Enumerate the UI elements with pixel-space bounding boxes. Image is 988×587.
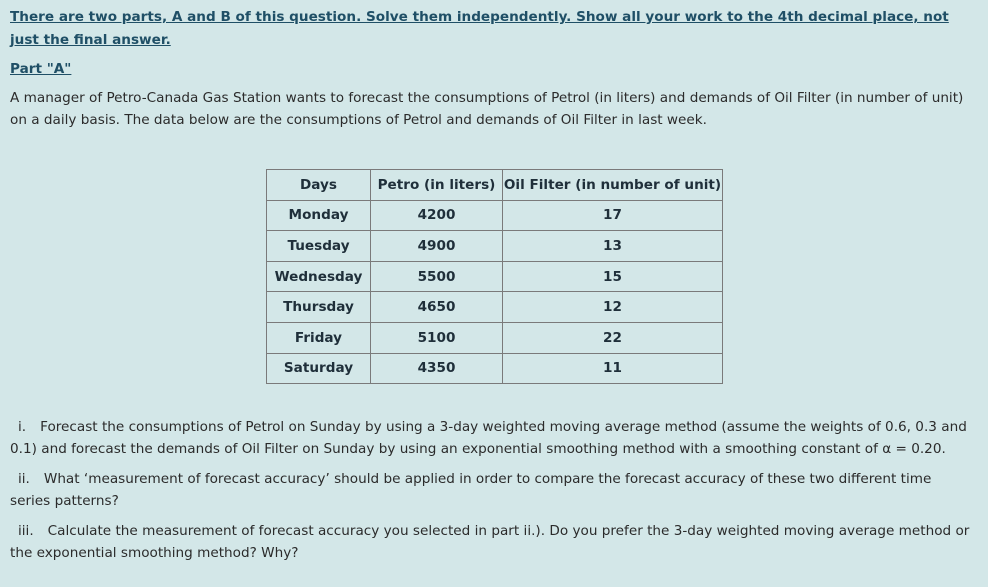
cell-day: Thursday (267, 292, 371, 323)
instructions-text: There are two parts, A and B of this question. Solve them independently. Show all your work to the 4th decimal place, not just the final answer. (10, 9, 949, 48)
cell-petro: 4350 (371, 353, 503, 384)
question-i (10, 416, 970, 460)
question-text: Calculate the measurement of forecast accuracy you selected in part ii.). Do you prefer the 3-day weighted moving average method or the exponential smoothing method? Why? (10, 523, 970, 561)
data-table (266, 169, 723, 384)
question-number: iii. (18, 523, 34, 539)
cell-day: Wednesday (267, 261, 371, 292)
part-label: Part "A" (10, 61, 72, 77)
question-text: Forecast the consumptions of Petrol on Sunday by using a 3-day weighted moving average method (assume the weights of 0.6, 0.3 and 0.1) and forecast the demands of Oil Filter on Sunday by using an exponential smoothing method with a smoothing constant of α = 0.20. (10, 419, 967, 457)
question-header (10, 6, 978, 131)
table-row (267, 353, 723, 384)
table-row (267, 261, 723, 292)
table-header-row (267, 170, 723, 201)
table-row (267, 292, 723, 323)
cell-oil-filter: 12 (503, 292, 723, 323)
question-iii (10, 520, 970, 564)
column-header-days: Days (267, 170, 371, 201)
cell-day: Friday (267, 322, 371, 353)
cell-oil-filter: 13 (503, 231, 723, 262)
cell-day: Saturday (267, 353, 371, 384)
table-row (267, 200, 723, 231)
cell-petro: 4900 (371, 231, 503, 262)
table-row (267, 322, 723, 353)
cell-day: Tuesday (267, 231, 371, 262)
cell-petro: 4200 (371, 200, 503, 231)
cell-day: Monday (267, 200, 371, 231)
column-header-oil-filter: Oil Filter (in number of unit) (503, 170, 723, 201)
question-number: i. (18, 419, 27, 435)
cell-oil-filter: 15 (503, 261, 723, 292)
cell-oil-filter: 22 (503, 322, 723, 353)
column-header-petro: Petro (in liters) (371, 170, 503, 201)
cell-oil-filter: 11 (503, 353, 723, 384)
cell-petro: 5500 (371, 261, 503, 292)
question-number: ii. (18, 471, 30, 487)
table-row (267, 231, 723, 262)
intro-paragraph: A manager of Petro-Canada Gas Station wants to forecast the consumptions of Petrol (in liters) and demands of Oil Filter (in number of unit) on a daily basis. The data below are the consumptions of Petrol and demands of Oil Filter in last week. (10, 90, 964, 128)
question-ii (10, 468, 970, 512)
question-text: What ‘measurement of forecast accuracy’ should be applied in order to compare the forecast accuracy of these two different time series patterns? (10, 471, 932, 509)
cell-petro: 5100 (371, 322, 503, 353)
cell-petro: 4650 (371, 292, 503, 323)
cell-oil-filter: 17 (503, 200, 723, 231)
